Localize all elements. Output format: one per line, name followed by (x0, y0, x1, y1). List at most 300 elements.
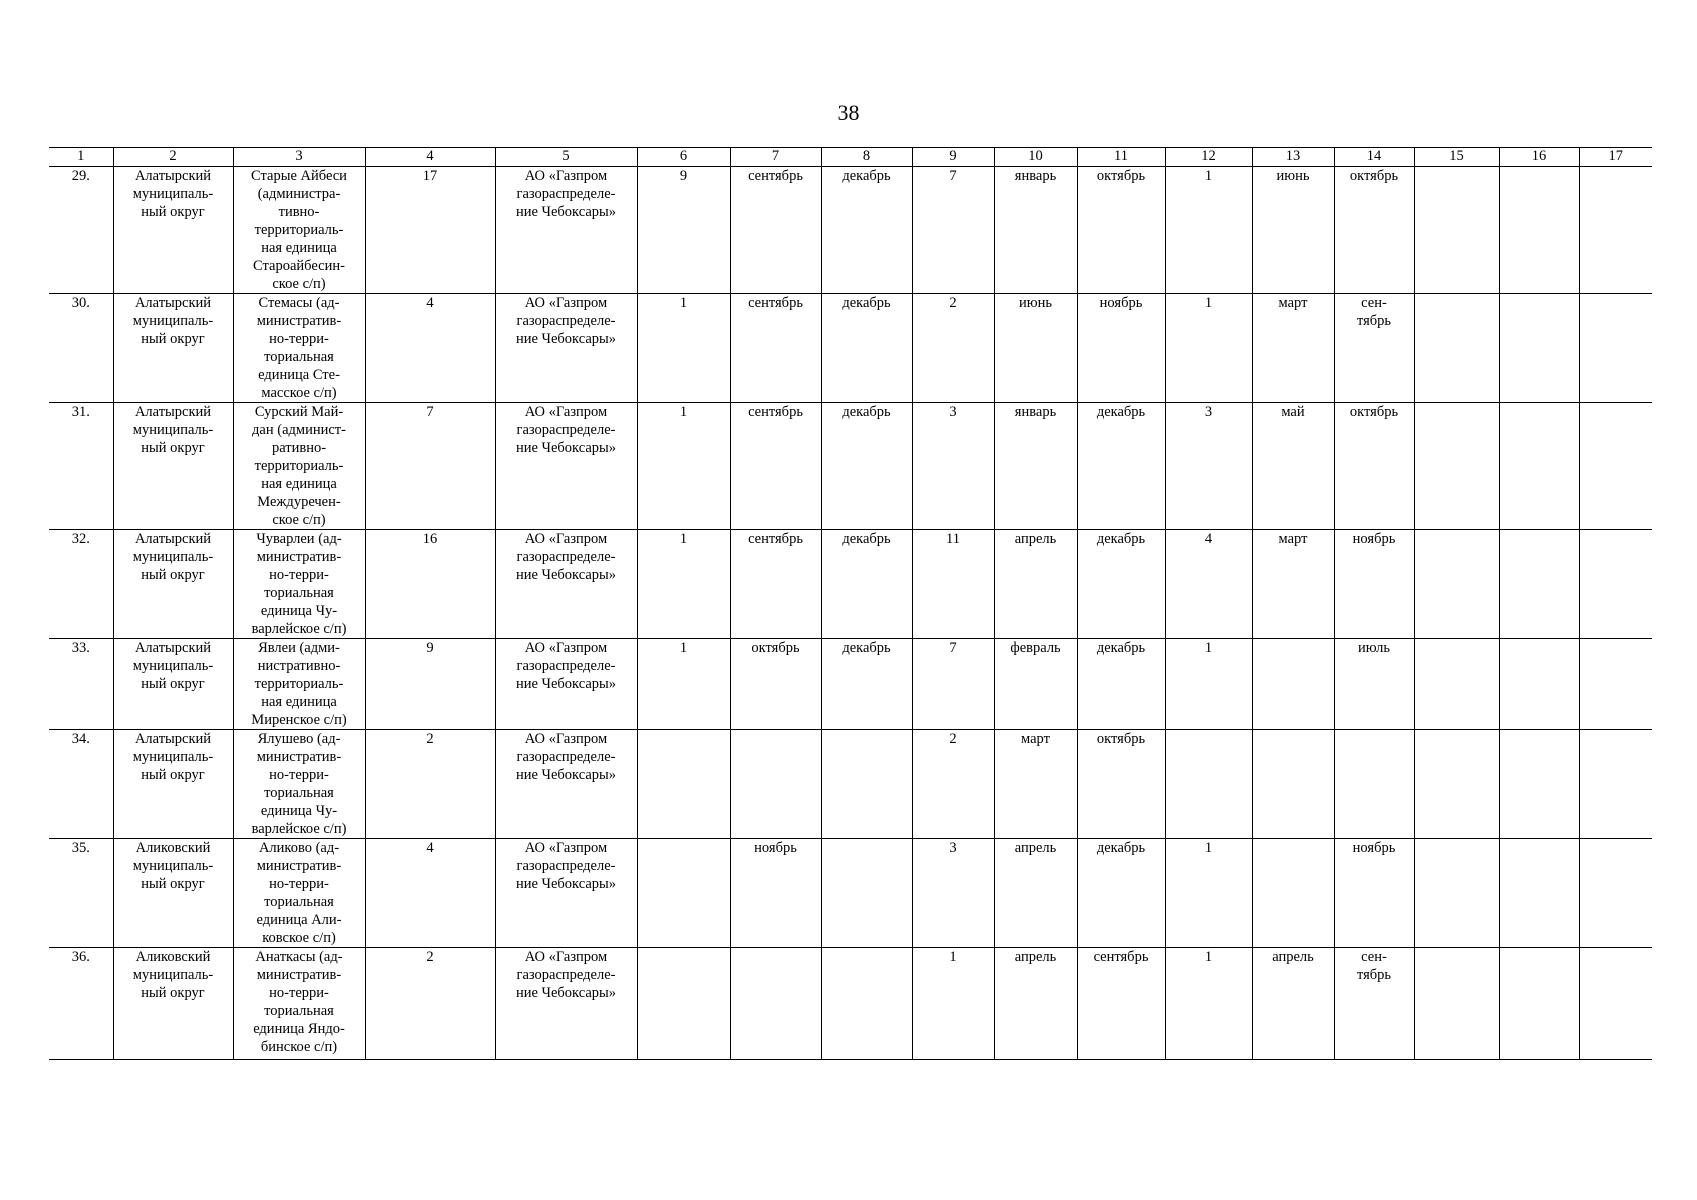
cell-col-4 (365, 294, 495, 403)
cell-line: газораспределе- (516, 749, 616, 765)
cell-value: декабрь (842, 295, 891, 311)
cell-col-13 (1252, 839, 1334, 948)
cell-col-10 (994, 839, 1077, 948)
cell-value: 33. (71, 640, 90, 656)
cell-line: Алатырский (134, 640, 212, 656)
cell-line: Старые Айбеси (251, 168, 347, 184)
cell-col-17 (1579, 167, 1652, 294)
cell-col-6 (637, 948, 730, 1060)
cell-col-3 (233, 294, 365, 403)
cell-col-1 (49, 167, 113, 294)
cell-col-14 (1334, 639, 1414, 730)
cell-col-17 (1579, 639, 1652, 730)
cell-col-13 (1252, 948, 1334, 1060)
cell-line: ние Чебоксары» (515, 440, 617, 456)
cell-col-7 (730, 730, 821, 839)
cell-value: 1 (1204, 295, 1213, 311)
cell-col-7 (730, 167, 821, 294)
table-row (49, 294, 1652, 403)
cell-line: ториальная (264, 1003, 334, 1019)
cell-line: ный округ (141, 331, 205, 347)
cell-line: июль (1357, 640, 1391, 656)
cell-col-6 (637, 403, 730, 530)
table-row (49, 530, 1652, 639)
column-header-2: 2 (113, 148, 233, 167)
cell-value: январь (1014, 404, 1057, 420)
column-header-6: 6 (637, 148, 730, 167)
cell-col-5 (495, 948, 637, 1060)
cell-col-3 (233, 167, 365, 294)
cell-col-4 (365, 530, 495, 639)
cell-col-9 (912, 948, 994, 1060)
cell-value: 2 (949, 731, 957, 747)
cell-line: Анаткасы (ад- (255, 949, 343, 965)
cell-col-5 (495, 839, 637, 948)
cell-value: 32. (71, 531, 90, 547)
cell-col-8 (821, 639, 912, 730)
cell-col-3 (233, 948, 365, 1060)
cell-col-11 (1077, 948, 1165, 1060)
cell-col-6 (637, 167, 730, 294)
cell-line: Алатырский (134, 531, 212, 547)
page-number: 38 (837, 100, 860, 125)
cell-value: 3 (949, 404, 957, 420)
cell-line: ная единица (261, 476, 337, 492)
table-row (49, 403, 1652, 530)
cell-col-6 (637, 530, 730, 639)
cell-col-1 (49, 730, 113, 839)
cell-value: 1 (1204, 168, 1213, 184)
cell-value: 17 (422, 168, 438, 184)
cell-value: 35. (71, 840, 90, 856)
cell-col-13 (1252, 530, 1334, 639)
cell-col-3 (233, 639, 365, 730)
cell-value: 1 (679, 404, 688, 420)
cell-line: ная единица (261, 694, 337, 710)
cell-col-8 (821, 530, 912, 639)
cell-line: ториальная (264, 349, 334, 365)
cell-line: газораспределе- (516, 658, 616, 674)
cell-line: АО «Газпром (524, 404, 608, 420)
cell-col-1 (49, 294, 113, 403)
cell-col-7 (730, 948, 821, 1060)
cell-line: Алатырский (134, 168, 212, 184)
cell-col-10 (994, 730, 1077, 839)
cell-value: 1 (679, 295, 688, 311)
cell-value: 1 (949, 949, 957, 965)
cell-col-16 (1499, 639, 1579, 730)
cell-line: ториальная (264, 785, 334, 801)
column-header-9: 9 (912, 148, 994, 167)
cell-col-12 (1165, 403, 1252, 530)
cell-col-15 (1414, 730, 1499, 839)
cell-col-10 (994, 530, 1077, 639)
cell-col-8 (821, 839, 912, 948)
cell-col-10 (994, 294, 1077, 403)
cell-line: АО «Газпром (524, 531, 608, 547)
column-header-1: 1 (49, 148, 113, 167)
cell-col-2 (113, 403, 233, 530)
schedule-table (49, 147, 1652, 1060)
cell-col-4 (365, 403, 495, 530)
cell-line: Миренское с/п) (251, 712, 347, 728)
cell-col-15 (1414, 530, 1499, 639)
cell-value: март (1278, 295, 1308, 311)
cell-value: декабрь (1096, 640, 1146, 656)
cell-col-10 (994, 167, 1077, 294)
cell-line: ние Чебоксары» (515, 767, 617, 783)
cell-line: Алатырский (134, 404, 212, 420)
cell-col-9 (912, 639, 994, 730)
cell-value: 30. (71, 295, 90, 311)
cell-col-11 (1077, 167, 1165, 294)
cell-line: ковское с/п) (262, 930, 336, 946)
cell-line: ние Чебоксары» (515, 567, 617, 583)
cell-line: ториальная (264, 585, 334, 601)
cell-col-9 (912, 403, 994, 530)
cell-line: варлейское с/п) (251, 821, 347, 837)
cell-col-5 (495, 294, 637, 403)
cell-value: 2 (949, 295, 957, 311)
cell-value: октябрь (751, 640, 800, 656)
cell-col-2 (113, 167, 233, 294)
cell-value: 36. (71, 949, 90, 965)
cell-value: декабрь (842, 168, 891, 184)
cell-value: февраль (1010, 640, 1061, 656)
cell-col-8 (821, 167, 912, 294)
column-header-3: 3 (233, 148, 365, 167)
cell-col-11 (1077, 839, 1165, 948)
cell-value: май (1281, 404, 1305, 420)
cell-line: ноябрь (1352, 531, 1396, 547)
cell-line: ноябрь (1352, 840, 1396, 856)
cell-col-17 (1579, 730, 1652, 839)
cell-value: 4 (426, 295, 434, 311)
cell-value: 31. (71, 404, 90, 420)
cell-value: сентябрь (1093, 949, 1149, 965)
column-header-11: 11 (1077, 148, 1165, 167)
cell-line: Стемасы (ад- (258, 295, 340, 311)
cell-line: муниципаль- (132, 749, 214, 765)
cell-line: территориаль- (254, 676, 344, 692)
cell-col-3 (233, 530, 365, 639)
cell-col-6 (637, 639, 730, 730)
cell-value: март (1278, 531, 1308, 547)
cell-line: ный округ (141, 676, 205, 692)
cell-value: апрель (1014, 949, 1057, 965)
cell-col-14 (1334, 167, 1414, 294)
cell-line: территориаль- (254, 458, 344, 474)
cell-line: газораспределе- (516, 967, 616, 983)
column-header-14: 14 (1334, 148, 1414, 167)
cell-col-2 (113, 639, 233, 730)
cell-value: 7 (949, 168, 957, 184)
cell-value: январь (1014, 168, 1057, 184)
cell-col-9 (912, 294, 994, 403)
cell-line: ское с/п) (272, 512, 326, 528)
cell-line: октябрь (1349, 404, 1399, 420)
cell-col-15 (1414, 403, 1499, 530)
cell-line: Сурский Май- (254, 404, 344, 420)
cell-col-13 (1252, 294, 1334, 403)
cell-value: сентябрь (748, 168, 803, 184)
cell-col-1 (49, 948, 113, 1060)
cell-value: сентябрь (748, 404, 803, 420)
cell-col-13 (1252, 639, 1334, 730)
cell-col-12 (1165, 530, 1252, 639)
cell-col-2 (113, 948, 233, 1060)
cell-line: ние Чебоксары» (515, 876, 617, 892)
column-header-15: 15 (1414, 148, 1499, 167)
column-header-7: 7 (730, 148, 821, 167)
cell-col-2 (113, 294, 233, 403)
cell-line: варлейское с/п) (251, 621, 347, 637)
cell-col-14 (1334, 403, 1414, 530)
cell-col-13 (1252, 730, 1334, 839)
cell-col-7 (730, 839, 821, 948)
cell-col-16 (1499, 167, 1579, 294)
cell-line: ние Чебоксары» (515, 204, 617, 220)
cell-line: сен- (1361, 949, 1387, 965)
cell-col-5 (495, 403, 637, 530)
cell-line: газораспределе- (516, 422, 616, 438)
column-header-17: 17 (1579, 148, 1652, 167)
cell-line: но-терри- (269, 985, 329, 1001)
cell-col-15 (1414, 294, 1499, 403)
cell-line: Междуречен- (257, 494, 341, 510)
cell-line: ный округ (141, 567, 205, 583)
cell-line: ние Чебоксары» (515, 331, 617, 347)
cell-value: сентябрь (748, 295, 803, 311)
cell-value: декабрь (842, 640, 891, 656)
cell-value: 11 (946, 531, 960, 547)
cell-col-4 (365, 948, 495, 1060)
cell-col-11 (1077, 403, 1165, 530)
cell-line: нистративно- (257, 658, 341, 674)
cell-col-11 (1077, 639, 1165, 730)
cell-col-16 (1499, 294, 1579, 403)
cell-col-17 (1579, 403, 1652, 530)
cell-line: тябрь (1356, 967, 1392, 983)
cell-line: Ялушево (ад- (257, 731, 341, 747)
cell-col-15 (1414, 839, 1499, 948)
cell-line: муниципаль- (132, 858, 214, 874)
cell-col-1 (49, 639, 113, 730)
cell-col-6 (637, 730, 730, 839)
table-row (49, 639, 1652, 730)
cell-value: сентябрь (748, 531, 803, 547)
cell-col-17 (1579, 530, 1652, 639)
column-header-12: 12 (1165, 148, 1252, 167)
cell-value: 16 (422, 531, 438, 547)
cell-value: декабрь (842, 404, 891, 420)
cell-col-12 (1165, 639, 1252, 730)
cell-value: декабрь (1096, 840, 1146, 856)
column-header-13: 13 (1252, 148, 1334, 167)
cell-value: 4 (426, 840, 434, 856)
cell-col-17 (1579, 294, 1652, 403)
cell-line: единица Яндо- (253, 1021, 345, 1037)
cell-line: АО «Газпром (524, 640, 608, 656)
cell-line: но-терри- (269, 767, 329, 783)
cell-line: ское с/п) (272, 276, 326, 292)
cell-line: ративно- (271, 440, 327, 456)
cell-col-12 (1165, 839, 1252, 948)
cell-value: 1 (1204, 640, 1213, 656)
cell-line: ториальная (264, 894, 334, 910)
cell-value: 1 (1204, 949, 1213, 965)
cell-col-14 (1334, 730, 1414, 839)
cell-col-9 (912, 530, 994, 639)
cell-col-5 (495, 530, 637, 639)
cell-line: Явлеи (адми- (258, 640, 340, 656)
cell-col-2 (113, 530, 233, 639)
cell-col-4 (365, 730, 495, 839)
cell-value: июнь (1276, 168, 1310, 184)
column-header-4: 4 (365, 148, 495, 167)
cell-col-12 (1165, 294, 1252, 403)
cell-value: декабрь (842, 531, 891, 547)
cell-col-7 (730, 530, 821, 639)
cell-line: Аликовский (135, 949, 211, 965)
cell-line: газораспределе- (516, 186, 616, 202)
table-body (49, 167, 1652, 1060)
cell-col-2 (113, 839, 233, 948)
cell-value: апрель (1272, 949, 1314, 965)
cell-value: декабрь (1096, 531, 1146, 547)
cell-line: ный округ (141, 767, 205, 783)
cell-line: территориаль- (254, 222, 344, 238)
cell-line: АО «Газпром (524, 168, 608, 184)
cell-line: но-терри- (269, 331, 329, 347)
cell-value: 29. (71, 168, 90, 184)
cell-value: март (1021, 731, 1050, 747)
cell-col-16 (1499, 948, 1579, 1060)
cell-col-3 (233, 403, 365, 530)
cell-col-16 (1499, 530, 1579, 639)
cell-col-15 (1414, 639, 1499, 730)
cell-value: июнь (1019, 295, 1052, 311)
cell-value: октябрь (1096, 168, 1146, 184)
cell-col-12 (1165, 948, 1252, 1060)
cell-col-17 (1579, 839, 1652, 948)
cell-col-8 (821, 403, 912, 530)
column-header-10: 10 (994, 148, 1077, 167)
cell-col-14 (1334, 530, 1414, 639)
cell-col-5 (495, 639, 637, 730)
cell-line: муниципаль- (132, 313, 214, 329)
cell-line: министратив- (256, 313, 342, 329)
cell-value: 2 (426, 949, 434, 965)
cell-line: Алатырский (134, 731, 212, 747)
cell-line: газораспределе- (516, 858, 616, 874)
cell-col-17 (1579, 948, 1652, 1060)
cell-line: муниципаль- (132, 658, 214, 674)
cell-value: 1 (1204, 840, 1213, 856)
cell-col-10 (994, 639, 1077, 730)
cell-col-8 (821, 730, 912, 839)
cell-value: 7 (949, 640, 957, 656)
cell-line: но-терри- (269, 567, 329, 583)
cell-col-8 (821, 948, 912, 1060)
cell-value: 1 (679, 531, 688, 547)
cell-col-5 (495, 167, 637, 294)
cell-col-9 (912, 730, 994, 839)
cell-value: 3 (949, 840, 957, 856)
cell-line: тябрь (1356, 313, 1392, 329)
cell-value: апрель (1014, 531, 1057, 547)
cell-col-1 (49, 403, 113, 530)
cell-col-4 (365, 167, 495, 294)
cell-col-7 (730, 294, 821, 403)
cell-line: единица Али- (256, 912, 342, 928)
cell-line: АО «Газпром (524, 731, 608, 747)
cell-line: муниципаль- (132, 186, 214, 202)
cell-line: газораспределе- (516, 549, 616, 565)
cell-line: АО «Газпром (524, 949, 608, 965)
cell-line: муниципаль- (132, 549, 214, 565)
cell-col-11 (1077, 530, 1165, 639)
cell-value: октябрь (1096, 731, 1146, 747)
cell-line: ный округ (141, 876, 205, 892)
cell-col-5 (495, 730, 637, 839)
cell-value: 3 (1204, 404, 1213, 420)
cell-col-10 (994, 948, 1077, 1060)
cell-value: 1 (679, 640, 688, 656)
cell-line: тивно- (278, 204, 320, 220)
table-row (49, 730, 1652, 839)
cell-col-2 (113, 730, 233, 839)
table-row (49, 839, 1652, 948)
cell-col-9 (912, 839, 994, 948)
cell-col-6 (637, 839, 730, 948)
cell-line: дан (админист- (252, 422, 346, 438)
cell-col-4 (365, 639, 495, 730)
cell-col-7 (730, 639, 821, 730)
cell-value: 2 (426, 731, 434, 747)
cell-col-11 (1077, 730, 1165, 839)
cell-col-12 (1165, 730, 1252, 839)
column-header-8: 8 (821, 148, 912, 167)
column-header-5: 5 (495, 148, 637, 167)
cell-col-13 (1252, 403, 1334, 530)
cell-value: ноябрь (754, 840, 797, 856)
cell-col-8 (821, 294, 912, 403)
cell-value: декабрь (1096, 404, 1146, 420)
cell-col-3 (233, 839, 365, 948)
cell-col-16 (1499, 403, 1579, 530)
cell-line: министратив- (256, 967, 342, 983)
cell-col-13 (1252, 167, 1334, 294)
cell-col-1 (49, 530, 113, 639)
cell-col-10 (994, 403, 1077, 530)
table-row (49, 167, 1652, 294)
cell-line: единица Сте- (258, 367, 340, 383)
cell-col-15 (1414, 948, 1499, 1060)
cell-line: но-терри- (269, 876, 329, 892)
cell-line: единица Чу- (260, 803, 338, 819)
cell-value: 4 (1204, 531, 1213, 547)
cell-line: (администра- (257, 186, 341, 202)
cell-line: ние Чебоксары» (515, 676, 617, 692)
cell-value: апрель (1014, 840, 1057, 856)
cell-col-6 (637, 294, 730, 403)
table-row (49, 948, 1652, 1060)
cell-line: сен- (1361, 295, 1387, 311)
cell-line: муниципаль- (132, 967, 214, 983)
cell-line: масское с/п) (261, 385, 337, 401)
cell-line: АО «Газпром (524, 840, 608, 856)
